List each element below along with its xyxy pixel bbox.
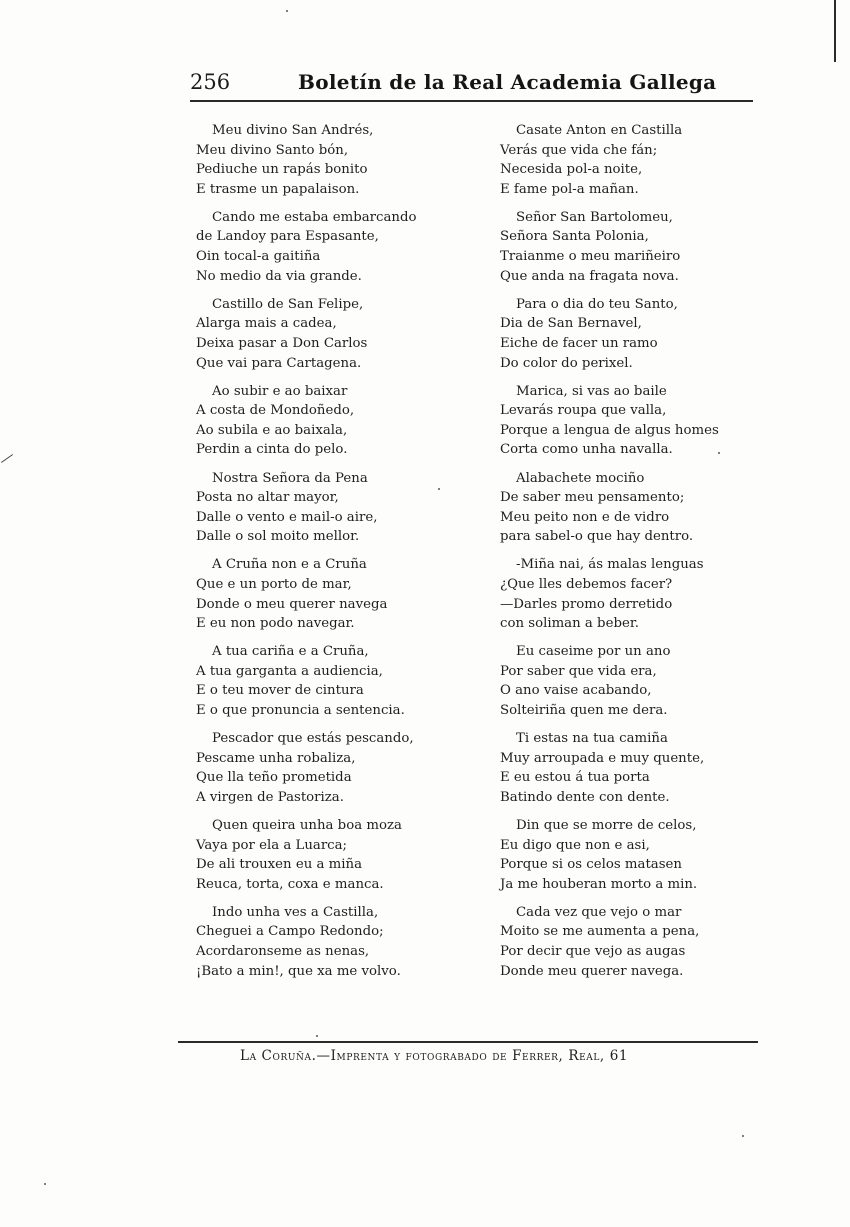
verse-line: Vaya por ela a Luarca;: [196, 837, 348, 853]
verse-line: Oin tocal-a gaitiña: [196, 249, 321, 265]
verse-line: para sabel-o que hay dentro.: [500, 529, 694, 545]
stanza: [500, 121, 755, 199]
stanza: [196, 469, 476, 547]
stanza: [196, 729, 476, 807]
scan-speck: [44, 1183, 46, 1185]
verse-line: E eu non podo navegar.: [196, 616, 355, 632]
stanza: [196, 642, 476, 720]
footer-rule: [178, 1041, 758, 1043]
verse-line: De ali trouxen eu a miña: [196, 857, 363, 873]
verse-line: E fame pol-a mañan.: [500, 181, 639, 197]
verse-line: Nostra Señora da Pena: [212, 470, 368, 486]
verse-line: Dalle o sol moito mellor.: [196, 529, 360, 545]
verse-line: Pescame unha robaliza,: [196, 750, 356, 766]
verse-line: De saber meu pensamento;: [500, 490, 685, 506]
verse-line: Dalle o vento e mail-o aire,: [196, 509, 378, 525]
verse-line: E eu estou á tua porta: [500, 770, 650, 786]
verse-line: Meu divino Santo bón,: [196, 142, 349, 158]
verse-line: Que vai para Cartagena.: [196, 355, 362, 371]
margin-tick-mark: [1, 454, 13, 463]
verse-line: Dia de San Bernavel,: [500, 316, 642, 332]
verse-line: Ao subila e ao baixala,: [196, 422, 348, 438]
verse-line: A tua cariña e a Cruña,: [212, 644, 369, 660]
verse-line: Moito se me aumenta a pena,: [500, 924, 700, 940]
stanza: [196, 816, 476, 894]
verse-line: E trasme un papalaison.: [196, 181, 360, 197]
verse-line: Casate Anton en Castilla: [516, 123, 683, 138]
verse-line: Castillo de San Felipe,: [212, 296, 364, 312]
stanza: [500, 903, 755, 981]
verse-line: Porque a lengua de algus homes: [500, 422, 719, 438]
verse-line: Acordaronseme as nenas,: [196, 944, 370, 960]
stanza: [500, 729, 755, 807]
verse-line: Donde meu querer navega.: [500, 963, 684, 979]
verse-line: Para o dia do teu Santo,: [516, 296, 678, 312]
verse-line: ¿Que lles debemos facer?: [500, 576, 673, 592]
margin-rule-mark: [834, 0, 836, 62]
verse-line: Reuca, torta, coxa e manca.: [196, 876, 384, 892]
stanza: [500, 295, 755, 373]
verse-line: -Miña nai, ás malas lenguas: [516, 557, 704, 573]
verse-line: Pescador que estás pescando,: [212, 731, 414, 747]
verse-line: No medio da via grande.: [196, 268, 362, 284]
verse-line: Quen queira unha boa moza: [212, 818, 402, 833]
verse-line: Muy arroupada e muy quente,: [500, 750, 705, 766]
verse-line: Cada vez que vejo o mar: [516, 904, 682, 920]
verse-line: Traianme o meu mariñeiro: [500, 249, 681, 265]
verse-line: Que anda na fragata nova.: [500, 268, 679, 284]
stanza: [196, 208, 476, 286]
verse-line: Eiche de facer un ramo: [500, 335, 658, 351]
running-title: Boletín de la Real Academia Gallega: [298, 70, 717, 94]
verse-line: Verás que vida che fán;: [500, 142, 658, 158]
stanza: [500, 208, 755, 286]
verse-line: Corta como unha navalla.: [500, 442, 673, 458]
verse-line: —Darles promo derretido: [500, 596, 673, 612]
scan-speck: [286, 10, 288, 12]
verse-line: Por saber que vida era,: [500, 663, 657, 679]
verse-line: E o que pronuncia a sentencia.: [196, 703, 405, 719]
verse-line: A Cruña non e a Cruña: [212, 557, 367, 573]
verse-line: Indo unha ves a Castilla,: [212, 904, 379, 920]
stanza: [196, 121, 476, 199]
verse-line: Meu peito non e de vidro: [500, 509, 670, 525]
scan-speck: [742, 1135, 744, 1137]
stanza: [196, 382, 476, 460]
stanza: [500, 555, 755, 633]
verse-line: Señora Santa Polonia,: [500, 229, 649, 245]
verse-line: Meu divino San Andrés,: [212, 123, 374, 138]
verse-line: Marica, si vas ao baile: [516, 383, 667, 399]
verse-line: Alabachete mociño: [516, 470, 645, 486]
verse-line: A virgen de Pastoriza.: [196, 789, 344, 805]
verse-line: E o teu mover de cintura: [196, 683, 364, 699]
stanza: [196, 903, 476, 981]
verse-line: A tua garganta a audiencia,: [196, 663, 383, 679]
verse-line: Ao subir e ao baixar: [212, 383, 348, 399]
verse-line: Solteiriña quen me dera.: [500, 703, 668, 719]
stanza: [500, 382, 755, 460]
right-column: [500, 121, 755, 990]
scan-speck: [316, 1035, 318, 1037]
stanza: [196, 295, 476, 373]
verse-line: Din que se morre de celos,: [516, 818, 697, 833]
verse-line: Ja me houberan morto a min.: [500, 876, 698, 892]
verse-line: Posta no altar mayor,: [196, 490, 339, 506]
verse-line: Necesida pol-a noite,: [500, 162, 643, 178]
printer-imprint: La Coruña.—Imprenta y fotograbado de Ferrer, Real, 61: [240, 1048, 629, 1064]
verse-line: Por decir que vejo as augas: [500, 944, 686, 960]
verse-line: Porque si os celos matasen: [500, 857, 682, 873]
verse-line: Señor San Bartolomeu,: [516, 209, 673, 225]
verse-line: Que lla teño prometida: [196, 770, 352, 786]
verse-line: Pediuche un rapás bonito: [196, 162, 368, 178]
verse-line: O ano vaise acabando,: [500, 683, 652, 699]
verse-line: Alarga mais a cadea,: [196, 316, 337, 332]
verse-line: Cheguei a Campo Redondo;: [196, 924, 384, 940]
verse-line: de Landoy para Espasante,: [196, 229, 379, 245]
verse-line: Donde o meu querer navega: [196, 596, 388, 612]
stanza: [500, 816, 755, 894]
verse-line: ¡Bato a min!, que xa me volvo.: [196, 963, 401, 979]
stanza: [196, 555, 476, 633]
stanza: [500, 642, 755, 720]
verse-line: Levarás roupa que valla,: [500, 403, 667, 419]
page-number: 256: [190, 70, 231, 94]
page-header: [190, 70, 755, 102]
verse-line: con soliman a beber.: [500, 616, 639, 632]
verse-line: Do color do perixel.: [500, 355, 633, 371]
verse-line: A costa de Mondoñedo,: [196, 403, 355, 419]
verse-line: Batindo dente con dente.: [500, 789, 670, 805]
verse-line: Cando me estaba embarcando: [212, 209, 417, 225]
verse-line: Deixa pasar a Don Carlos: [196, 335, 368, 351]
left-column: [196, 121, 476, 990]
verse-line: Eu digo que non e asi,: [500, 837, 650, 853]
header-rule: [190, 100, 753, 102]
verse-line: Perdin a cinta do pelo.: [196, 442, 348, 458]
verse-line: Que e un porto de mar,: [196, 576, 352, 592]
verse-line: Ti estas na tua camiña: [516, 731, 668, 747]
stanza: [500, 469, 755, 547]
verse-line: Eu caseime por un ano: [516, 644, 671, 660]
